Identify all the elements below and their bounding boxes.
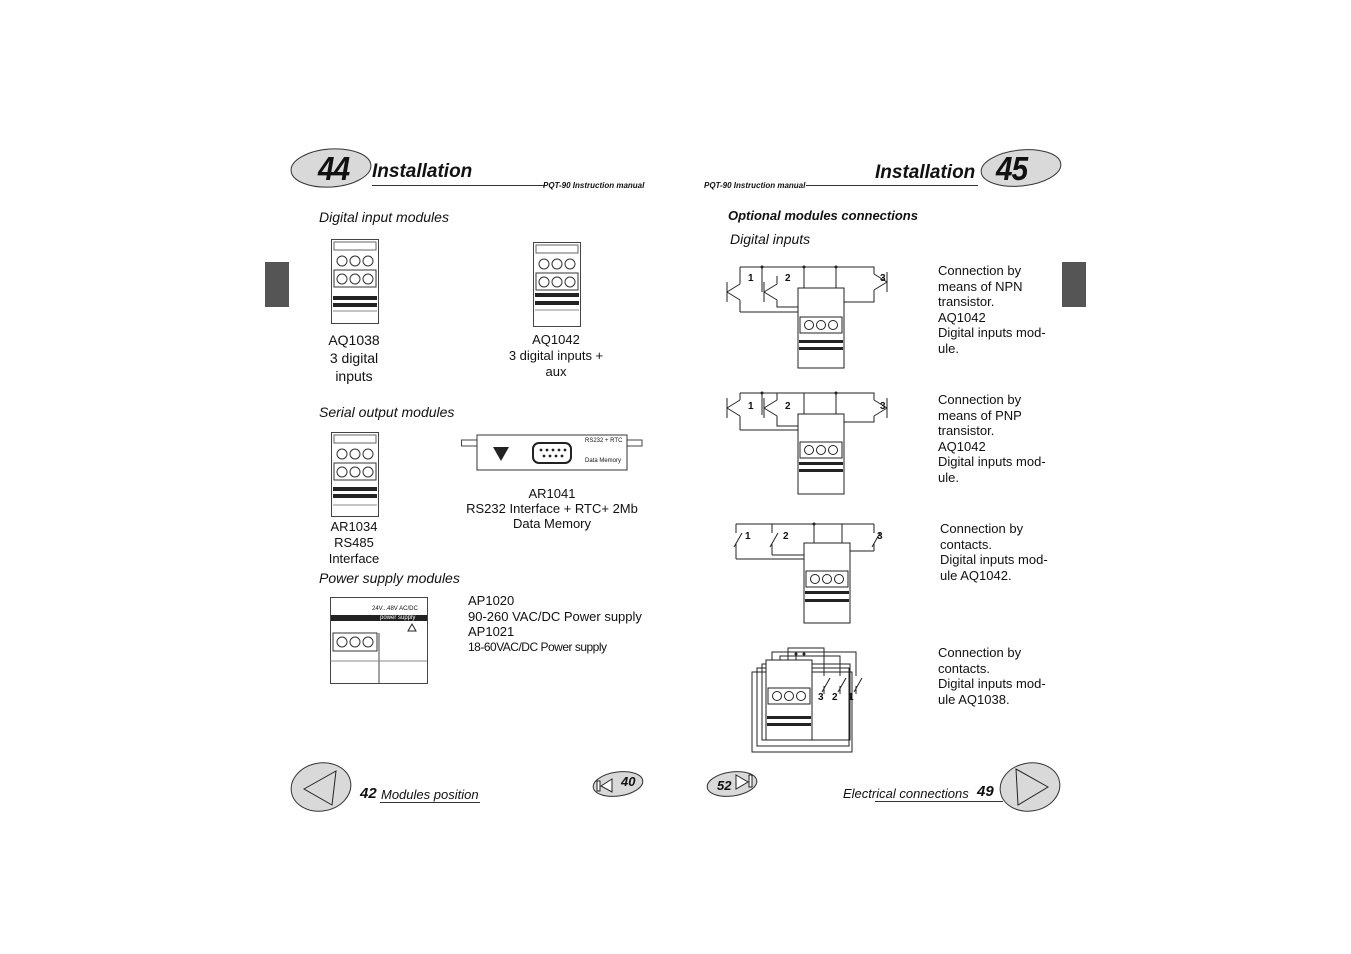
contacts-aq1042-caption-line: Digital inputs mod- [940, 552, 1048, 567]
contacts-aq1038-caption-line: Digital inputs mod- [938, 676, 1046, 691]
section-digital-input-modules: Digital input modules [319, 209, 449, 225]
contacts-aq1038-caption-line: ule AQ1038. [938, 691, 1010, 707]
ar1034-line-2: RS485 [334, 535, 374, 550]
left-manual-label: PQT-90 Instruction manual [543, 181, 645, 190]
ar1034-caption [310, 519, 398, 567]
npn-caption-line: Connection by [938, 263, 1022, 278]
npn-label-3: 3 [880, 273, 886, 284]
pnp-caption-line: means of PNP [938, 407, 1022, 423]
right-page-number: 45 [996, 150, 1028, 187]
right-header-rule [806, 185, 978, 186]
contacts-aq1042-label-1: 1 [745, 531, 751, 542]
aq1038-code: AQ1038 [328, 332, 380, 348]
power-caption [468, 593, 658, 655]
contacts-aq1038-diagram [750, 646, 862, 754]
contacts-aq1042-caption-line: Connection by [940, 521, 1024, 536]
npn-caption-line: ule. [938, 340, 959, 356]
ap1021-description: 18-60VAC/DC Power supply [468, 639, 607, 654]
next-page-number[interactable]: 49 [977, 783, 994, 800]
left-page-title: Installation [372, 161, 473, 182]
ar1041-line-2: RS232 Interface + RTC+ 2Mb [466, 501, 638, 516]
section-serial-output-modules: Serial output modules [319, 404, 455, 420]
prev-page-arrow-icon[interactable] [290, 761, 352, 813]
pnp-caption-line: transistor. [938, 423, 995, 438]
jump-forward-page-number[interactable]: 52 [717, 778, 732, 793]
ar1041-rs232-label: RS232 + RTC [585, 438, 623, 444]
pnp-label-2: 2 [785, 401, 791, 412]
aq1042-code: AQ1042 [532, 332, 580, 347]
contacts-aq1042-caption-line: ule AQ1042. [940, 567, 1012, 583]
ar1034-module-drawing [331, 432, 379, 517]
jump-forward-badge-icon[interactable] [706, 769, 758, 799]
next-page-arrow-icon[interactable] [998, 761, 1062, 813]
contacts-aq1038-label-3: 3 [818, 692, 824, 703]
left-side-tab [265, 262, 289, 307]
contacts-aq1042-caption-line: contacts. [940, 536, 993, 552]
prev-page-number[interactable]: 42 [360, 785, 377, 802]
aq1038-module-drawing [331, 239, 379, 324]
left-footer-rule [380, 802, 480, 803]
npn-caption-line: AQ1042 [938, 309, 986, 325]
jump-back-badge-icon[interactable] [592, 770, 644, 798]
right-side-tab [1062, 262, 1086, 307]
ap1020-code: AP1020 [468, 593, 515, 608]
pnp-caption-line: Digital inputs mod- [938, 454, 1046, 469]
npn-label-2: 2 [785, 273, 791, 284]
ar1034-line-3: Interface [328, 551, 380, 566]
digital-inputs-subheading: Digital inputs [730, 231, 811, 247]
right-manual-label: PQT-90 Instruction manual [704, 181, 806, 190]
power-supply-label: power supply [380, 615, 416, 621]
aq1038-line-2: 3 digital [329, 350, 379, 366]
pnp-caption-line: Connection by [938, 392, 1022, 407]
pnp-caption-line: ule. [938, 469, 959, 485]
contacts-aq1038-caption-line: Connection by [938, 645, 1022, 660]
ar1041-code: AR1041 [528, 486, 576, 501]
contacts-aq1038-label-1: 1 [848, 692, 854, 703]
contacts-aq1038-caption [938, 645, 1058, 707]
ar1041-line-3: Data Memory [512, 516, 592, 531]
power-voltage-label: 24V...48V AC/DC [372, 606, 418, 612]
aq1042-caption [495, 332, 617, 380]
npn-caption-line: means of NPN [938, 278, 1023, 294]
npn-connection-caption [938, 263, 1058, 356]
npn-label-1: 1 [748, 273, 754, 284]
jump-back-page-number[interactable]: 40 [621, 774, 636, 789]
ar1041-caption [452, 486, 652, 531]
aq1038-caption [310, 331, 398, 385]
contacts-aq1042-caption [940, 521, 1060, 583]
left-header-rule [372, 185, 544, 186]
ar1041-memory-label: Data Memory [585, 458, 622, 464]
left-page-number: 44 [318, 150, 350, 187]
contacts-aq1042-label-3: 3 [877, 531, 883, 542]
right-page-title: Installation [875, 162, 976, 183]
pnp-connection-caption [938, 392, 1058, 485]
contacts-aq1038-caption-line: contacts. [938, 660, 991, 676]
npn-caption-line: transistor. [938, 294, 995, 309]
pnp-caption-line: AQ1042 [938, 438, 986, 454]
contacts-aq1038-label-2: 2 [832, 692, 838, 703]
aq1042-line-3: aux [545, 364, 567, 379]
aq1038-line-3: inputs [335, 368, 373, 384]
contacts-aq1042-diagram [728, 519, 888, 625]
section-power-supply-modules: Power supply modules [319, 570, 460, 586]
optional-modules-heading: Optional modules connections [728, 208, 918, 223]
ar1034-code: AR1034 [330, 519, 378, 534]
prev-page-link[interactable]: Modules position [381, 787, 479, 802]
aq1042-module-drawing [533, 242, 581, 327]
ap1021-code: AP1021 [468, 624, 515, 639]
contacts-aq1042-label-2: 2 [783, 531, 789, 542]
pnp-label-1: 1 [748, 401, 754, 412]
right-footer-rule [875, 801, 1003, 802]
next-page-link[interactable]: Electrical connections [843, 786, 969, 801]
aq1042-line-2: 3 digital inputs + [508, 348, 604, 363]
ap1020-description: 90-260 VAC/DC Power supply [468, 608, 642, 624]
npn-caption-line: Digital inputs mod- [938, 325, 1046, 340]
pnp-label-3: 3 [880, 401, 886, 412]
